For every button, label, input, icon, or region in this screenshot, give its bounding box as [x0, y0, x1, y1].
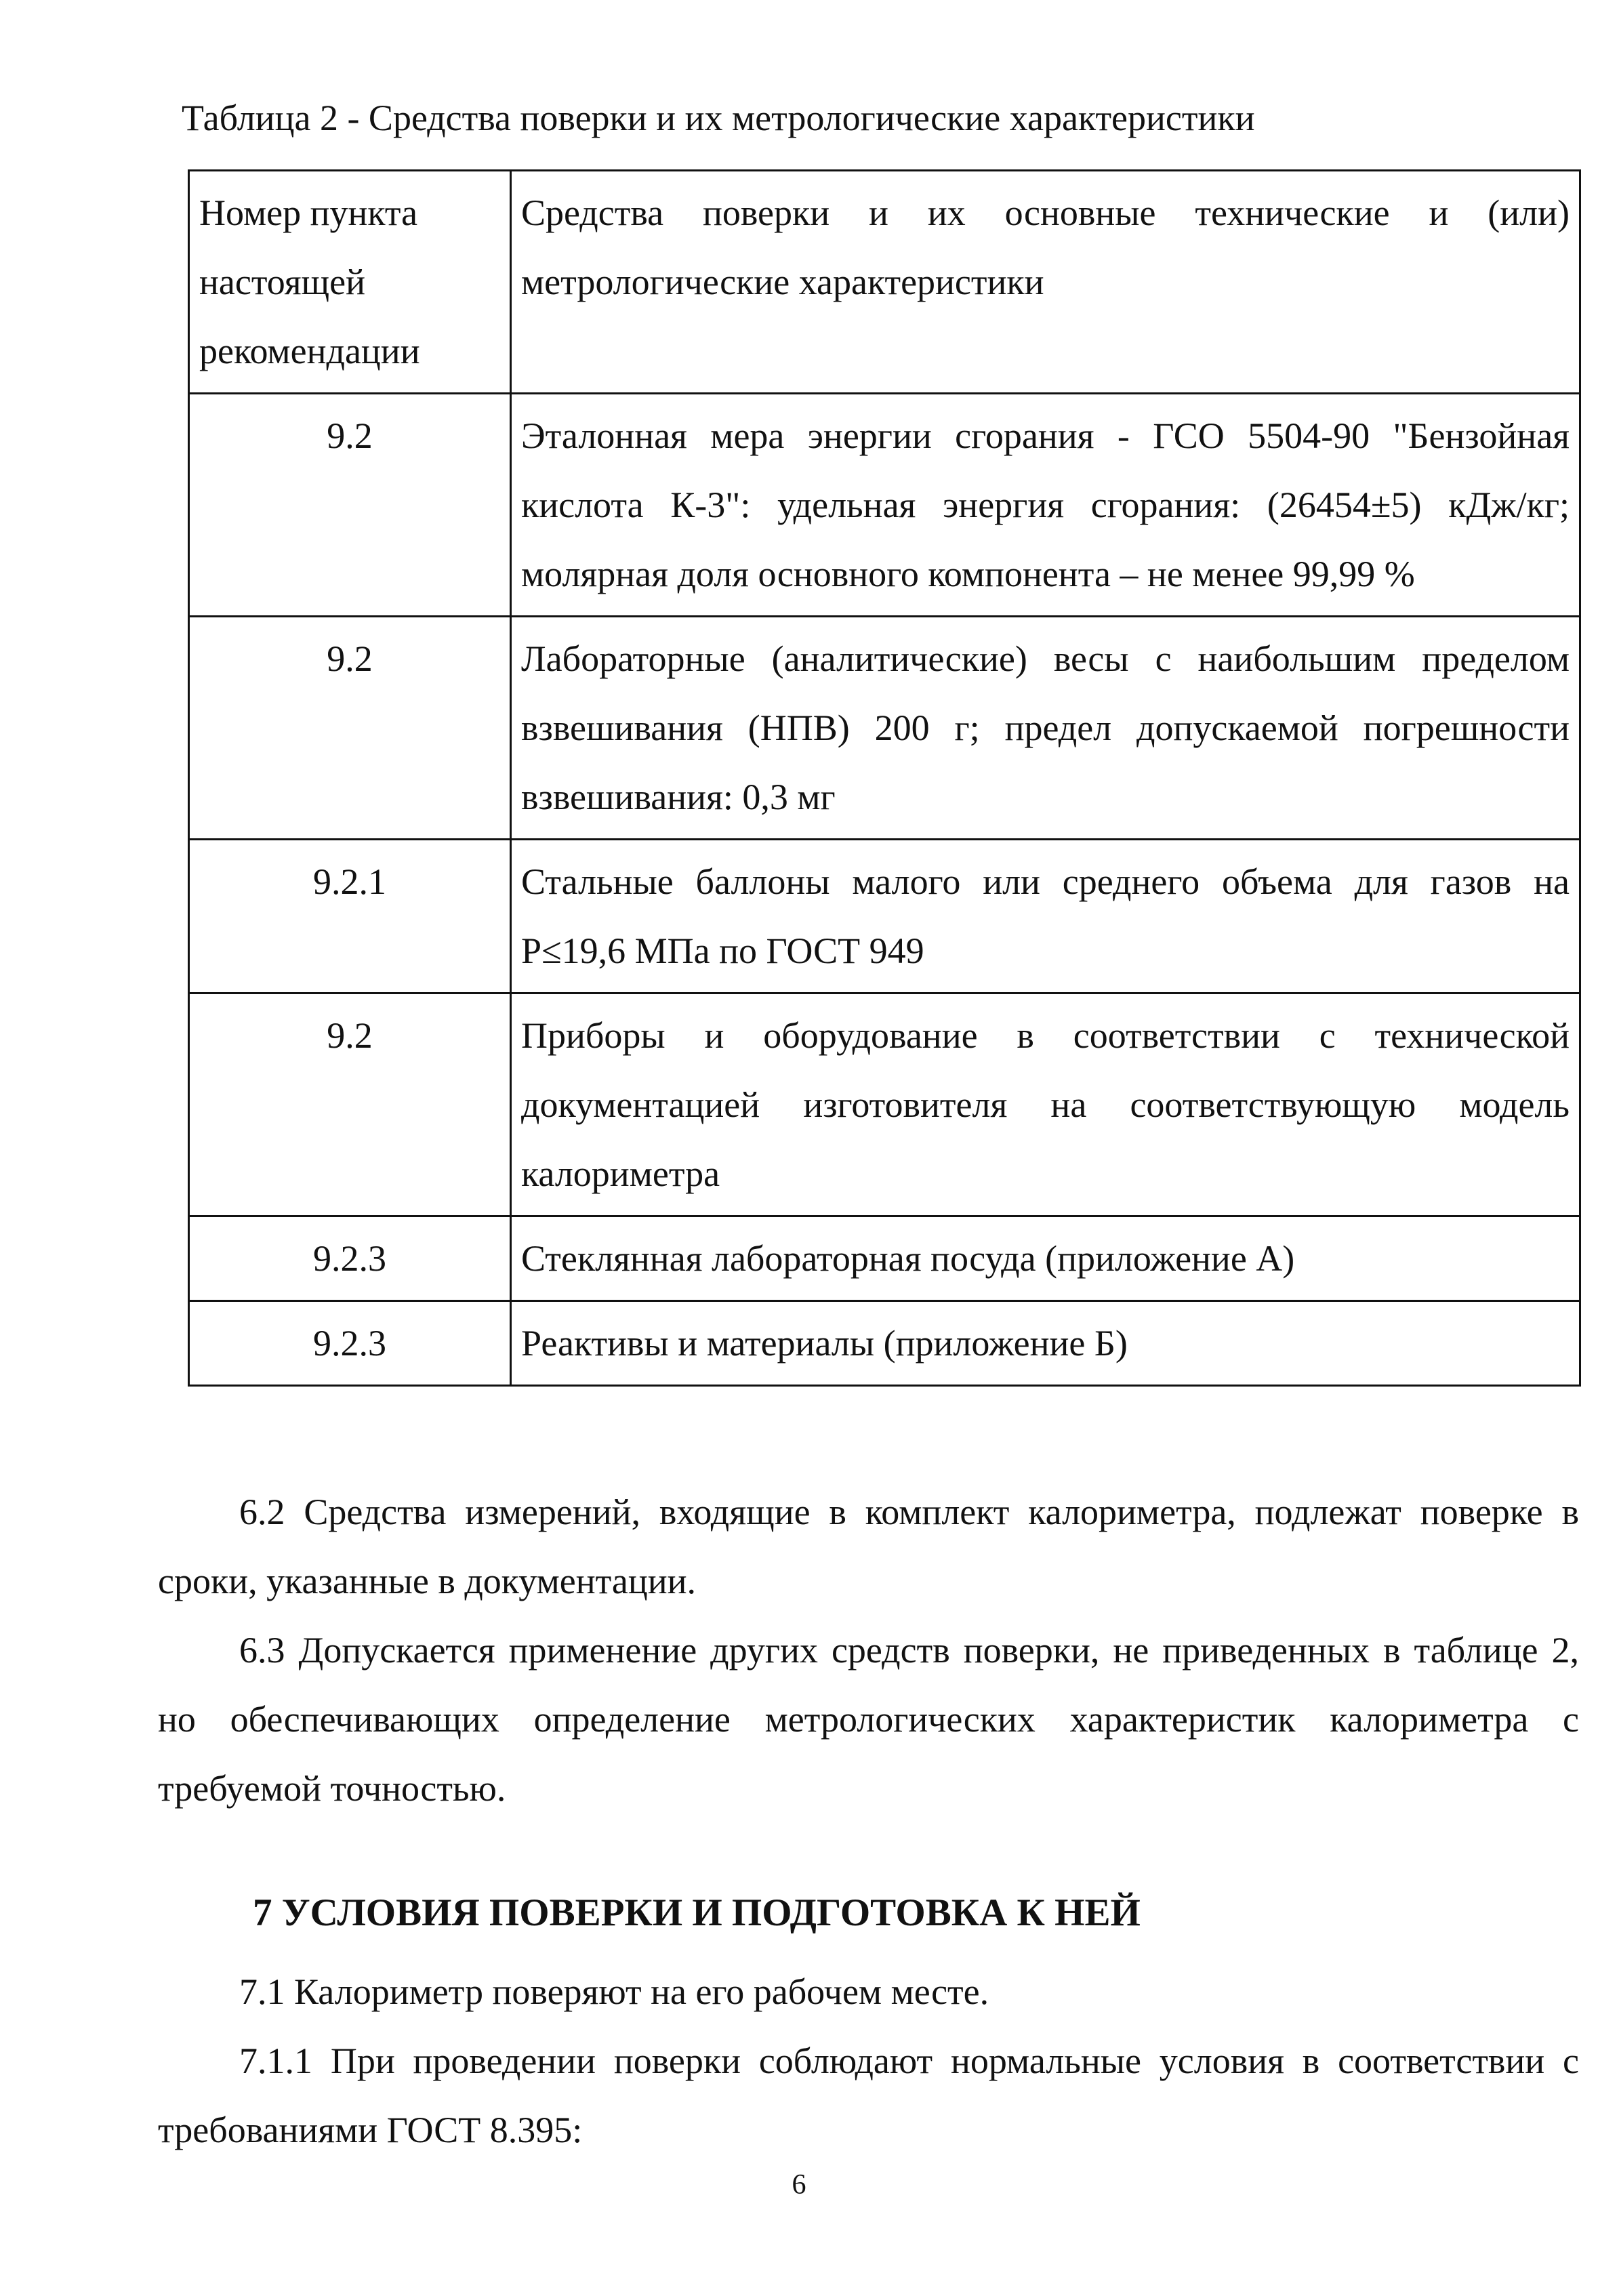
table-row [189, 1301, 1580, 1386]
row-item-number: 9.2 [189, 993, 511, 1216]
table-header-row [189, 171, 1580, 394]
row-description: Приборы и оборудование в соответствии с технической документацией изготовителя на соответствующую модель калориметра [511, 993, 1580, 1216]
table-row [189, 840, 1580, 993]
row-item-number: 9.2.1 [189, 840, 511, 993]
header-cell-means: Средства поверки и их основные технические и (или) метрологические характеристики [511, 171, 1580, 394]
table-row [189, 993, 1580, 1216]
table-caption: Таблица 2 - Средства поверки и их метрологические характеристики [182, 98, 1255, 138]
row-description: Эталонная мера энергии сгорания - ГСО 5504-90 "Бензойная кислота К-3": удельная энергия сгорания: (26454±5) кДж/кг; молярная доля основного компонента – не менее 99,99 % [511, 394, 1580, 617]
paragraph-6-3: 6.3 Допускается применение других средств поверки, не приведенных в таблице 2, но обеспечивающих определение метрологических характеристик калориметра с требуемой точностью. [158, 1630, 1579, 1809]
table-row [189, 617, 1580, 840]
paragraph-7-1-1: 7.1.1 При проведении поверки соблюдают нормальные условия в соответствии с требованиями ГОСТ 8.395: [158, 2041, 1579, 2150]
section-heading: 7 УСЛОВИЯ ПОВЕРКИ И ПОДГОТОВКА К НЕЙ [253, 1891, 1141, 1934]
header-cell-item-number: Номер пункта настоящей рекомендации [189, 171, 511, 394]
row-description: Реактивы и материалы (приложение Б) [511, 1301, 1580, 1386]
row-item-number: 9.2 [189, 394, 511, 617]
row-description: Стеклянная лабораторная посуда (приложение А) [511, 1216, 1580, 1301]
paragraph-6-2: 6.2 Средства измерений, входящие в комплект калориметра, подлежат поверке в сроки, указанные в документации. [158, 1492, 1579, 1601]
table-row [189, 394, 1580, 617]
row-item-number: 9.2 [189, 617, 511, 840]
row-description: Лабораторные (аналитические) весы с наибольшим пределом взвешивания (НПВ) 200 г; предел допускаемой погрешности взвешивания: 0,3 мг [511, 617, 1580, 840]
table-row [189, 1216, 1580, 1301]
page-number: 6 [792, 2169, 806, 2200]
row-item-number: 9.2.3 [189, 1216, 511, 1301]
paragraph-7-1: 7.1 Калориметр поверяют на его рабочем месте. [239, 1971, 989, 2012]
row-description: Стальные баллоны малого или среднего объема для газов на Р≤19,6 МПа по ГОСТ 949 [511, 840, 1580, 993]
row-item-number: 9.2.3 [189, 1301, 511, 1386]
verification-means-table [188, 169, 1581, 1387]
